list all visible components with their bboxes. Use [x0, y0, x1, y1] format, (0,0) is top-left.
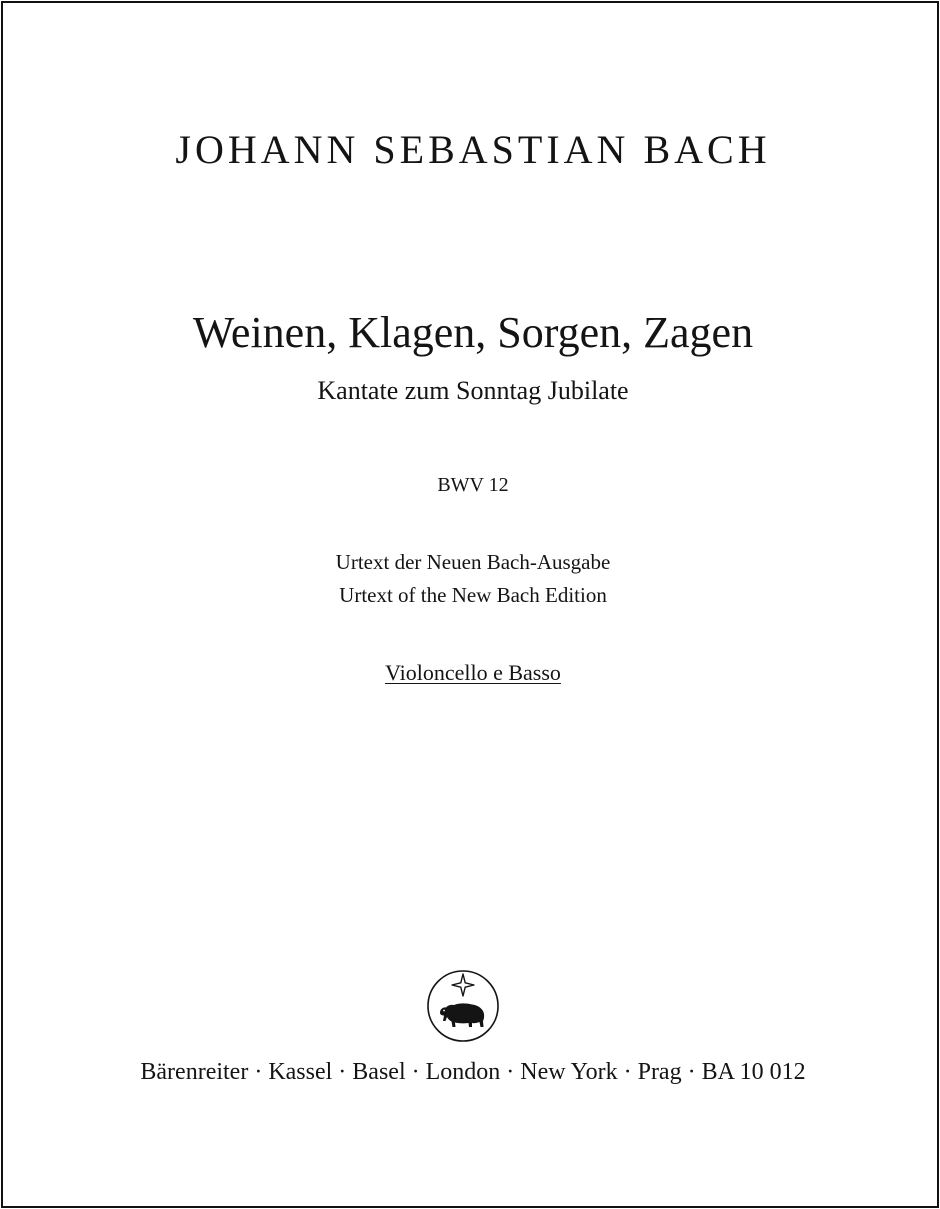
work-title: Weinen, Klagen, Sorgen, Zagen [192, 308, 754, 357]
instrument-part [0, 658, 940, 688]
publisher-logo-icon [426, 969, 500, 1043]
urtext-german: Urtext der Neuen Bach-Ausgabe [335, 550, 611, 574]
catalog-number: BWV 12 [437, 474, 509, 496]
work-subtitle: Kantate zum Sonntag Jubilate [317, 376, 629, 405]
composer-name: JOHANN SEBASTIAN BACH [175, 127, 771, 172]
urtext-english: Urtext of the New Bach Edition [339, 583, 607, 607]
publisher-imprint: Bärenreiter · Kassel · Basel · London · New York · Prag · BA 10 012 [140, 1059, 806, 1085]
instrument-part-label: Violoncello e Basso [385, 660, 561, 685]
